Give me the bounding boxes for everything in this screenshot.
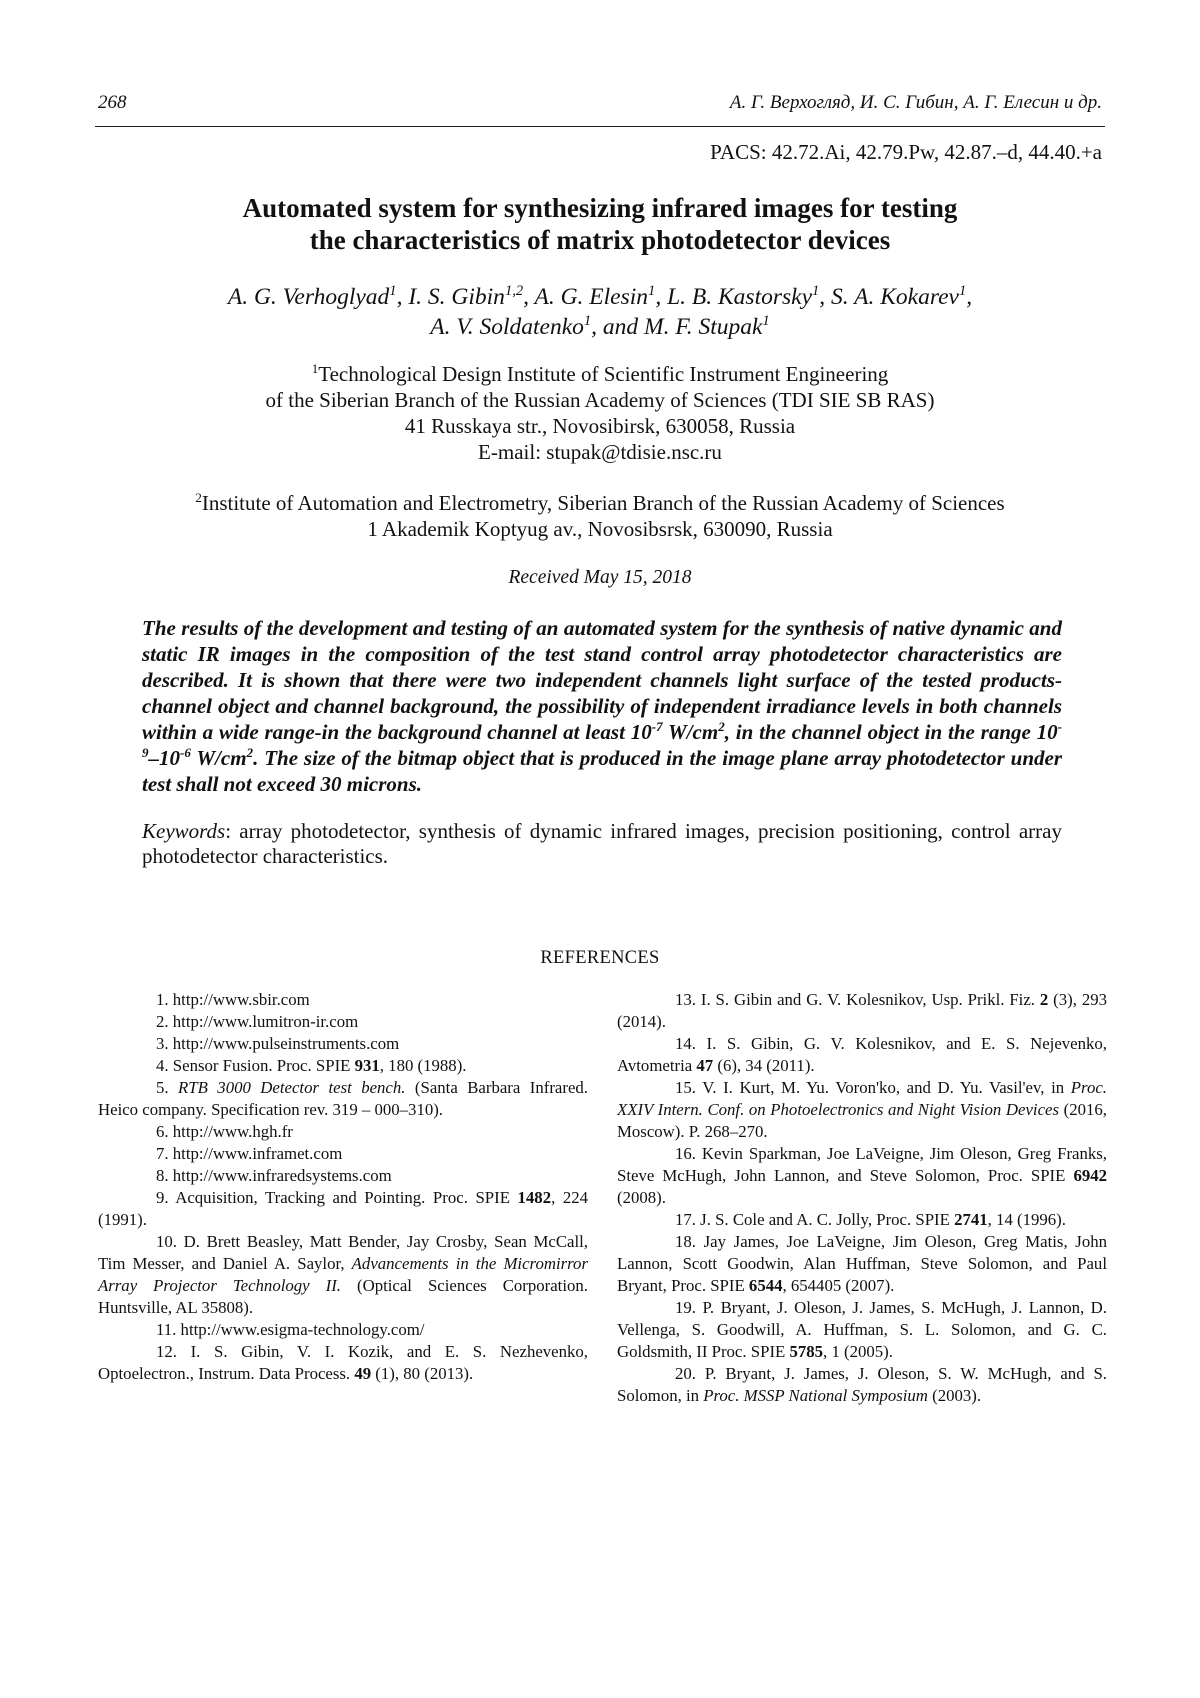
references-column-right: [617, 989, 1107, 1407]
author-affil-sup: 1: [959, 283, 966, 299]
paper-page: [0, 0, 1200, 1698]
reference-item: 8. http://www.infraredsystems.com: [98, 1165, 588, 1187]
author-affil-sup: 1: [812, 283, 819, 299]
header-rule: [95, 126, 1105, 127]
keywords: [142, 819, 1062, 869]
page-number: 268: [98, 92, 127, 114]
reference-item: 13. I. S. Gibin and G. V. Kolesnikov, Usp. Prikl. Fiz. 2 (3), 293 (2014).: [617, 989, 1107, 1033]
references-column-left: [98, 989, 588, 1385]
reference-item: 3. http://www.pulseinstruments.com: [98, 1033, 588, 1055]
author-line: A. V. Soldatenko1, and M. F. Stupak1: [0, 312, 1200, 342]
title-line: the characteristics of matrix photodetector devices: [0, 224, 1200, 256]
keywords-label: Keywords: [142, 819, 225, 843]
author-affil-sup: 1: [389, 283, 396, 299]
reference-item: 11. http://www.esigma-technology.com/: [98, 1319, 588, 1341]
reference-item: 20. P. Bryant, J. James, J. Oleson, S. W. McHugh, and S. Solomon, in Proc. MSSP National Symposium (2003).: [617, 1363, 1107, 1407]
reference-item: 9. Acquisition, Tracking and Pointing. Proc. SPIE 1482, 224 (1991).: [98, 1187, 588, 1231]
author-affil-sup: 1: [648, 283, 655, 299]
reference-item: 10. D. Brett Beasley, Matt Bender, Jay Crosby, Sean McCall, Tim Messer, and Daniel A. Saylor, Advancements in the Micromirror Array Projector Technology II. (Optical Sciences Corporation. Huntsville, AL 35808).: [98, 1231, 588, 1319]
author-name: L. B. Kastorsky: [667, 284, 812, 310]
reference-item: 6. http://www.hgh.fr: [98, 1121, 588, 1143]
reference-item: 18. Jay James, Joe LaVeigne, Jim Oleson, Greg Matis, John Lannon, Scott Goodwin, Alan Huffman, Steve Solomon, and Paul Bryant, Proc. SPIE 6544, 654405 (2007).: [617, 1231, 1107, 1297]
affiliation-1: 1Technological Design Institute of Scientific Instrument Engineering of the Siberian Branch of the Russian Academy of Sciences (TDI SIE SB RAS) 41 Russkaya str., Novosibirsk, 630058, Russia E-mail: stupak@tdisie.nsc.ru: [0, 361, 1200, 465]
pacs-codes: PACS: 42.72.Ai, 42.79.Pw, 42.87.–d, 44.40.+a: [710, 140, 1102, 165]
author-name: M. F. Stupak: [644, 314, 762, 340]
reference-item: 15. V. I. Kurt, M. Yu. Voron'ko, and D. Yu. Vasil'ev, in Proc. XXIV Intern. Conf. on Photoelectronics and Night Vision Devices (2016, Moscow). P. 268–270.: [617, 1077, 1107, 1143]
reference-item: 5. RTB 3000 Detector test bench. (Santa Barbara Infrared. Heico company. Specification rev. 319 – 000–310).: [98, 1077, 588, 1121]
reference-item: 17. J. S. Cole and A. C. Jolly, Proc. SPIE 2741, 14 (1996).: [617, 1209, 1107, 1231]
author-name: A. V. Soldatenko: [430, 314, 584, 340]
author-name: A. G. Verhoglyad: [228, 284, 389, 310]
author-affil-sup: 1: [584, 313, 591, 329]
reference-item: 2. http://www.lumitron-ir.com: [98, 1011, 588, 1033]
affil-sup: 1: [312, 361, 319, 376]
received-date: Received May 15, 2018: [0, 567, 1200, 589]
running-authors: А. Г. Верхогляд, И. С. Гибин, А. Г. Елесин и др.: [730, 92, 1102, 114]
paper-title: [0, 192, 1200, 256]
reference-item: 1. http://www.sbir.com: [98, 989, 588, 1011]
reference-item: 16. Kevin Sparkman, Joe LaVeigne, Jim Oleson, Greg Franks, Steve McHugh, John Lannon, and Steve Solomon, Proc. SPIE 6942 (2008).: [617, 1143, 1107, 1209]
abstract: The results of the development and testing of an automated system for the synthesis of native dynamic and static IR images in the composition of the test stand control array photodetector characteristics are described. It is shown that there were two independent channels light surface of the tested products-channel object and channel background, the possibility of independent irradiance levels in both channels within a wide range-in the background channel at least 10-7 W/cm2, in the channel object in the range 10-9–10-6 W/cm2. The size of the bitmap object that is produced in the image plane array photodetector under test shall not exceed 30 microns.: [142, 615, 1062, 797]
reference-item: 12. I. S. Gibin, V. I. Kozik, and E. S. Nezhevenko, Optoelectron., Instrum. Data Process. 49 (1), 80 (2013).: [98, 1341, 588, 1385]
author-affil-sup: 1,2: [505, 283, 523, 299]
author-list: [0, 282, 1200, 342]
reference-item: 7. http://www.inframet.com: [98, 1143, 588, 1165]
references-heading: REFERENCES: [0, 948, 1200, 969]
author-name: A. G. Elesin: [534, 284, 648, 310]
affil-sup: 2: [195, 490, 202, 505]
affiliation-2: 2Institute of Automation and Electrometry, Siberian Branch of the Russian Academy of Sciences 1 Akademik Koptyug av., Novosibsrsk, 630090, Russia: [0, 490, 1200, 542]
email-address: E-mail: stupak@tdisie.nsc.ru: [0, 439, 1200, 465]
reference-item: 19. P. Bryant, J. Oleson, J. James, S. McHugh, J. Lannon, D. Vellenga, S. Goodwill, A. Huffman, S. L. Solomon, and G. C. Goldsmith, II Proc. SPIE 5785, 1 (2005).: [617, 1297, 1107, 1363]
keywords-text: : array photodetector, synthesis of dynamic infrared images, precision positioning, control array photodetector characteristics.: [142, 819, 1062, 868]
reference-item: 14. I. S. Gibin, G. V. Kolesnikov, and E. S. Nejevenko, Avtometria 47 (6), 34 (2011).: [617, 1033, 1107, 1077]
author-name: I. S. Gibin: [408, 284, 505, 310]
author-affil-sup: 1: [762, 313, 769, 329]
title-line: Automated system for synthesizing infrared images for testing: [0, 192, 1200, 224]
author-name: S. A. Kokarev: [831, 284, 959, 310]
running-header: [98, 92, 1102, 120]
author-line: A. G. Verhoglyad1, I. S. Gibin1,2, A. G. Elesin1, L. B. Kastorsky1, S. A. Kokarev1,: [0, 282, 1200, 312]
reference-item: 4. Sensor Fusion. Proc. SPIE 931, 180 (1988).: [98, 1055, 588, 1077]
